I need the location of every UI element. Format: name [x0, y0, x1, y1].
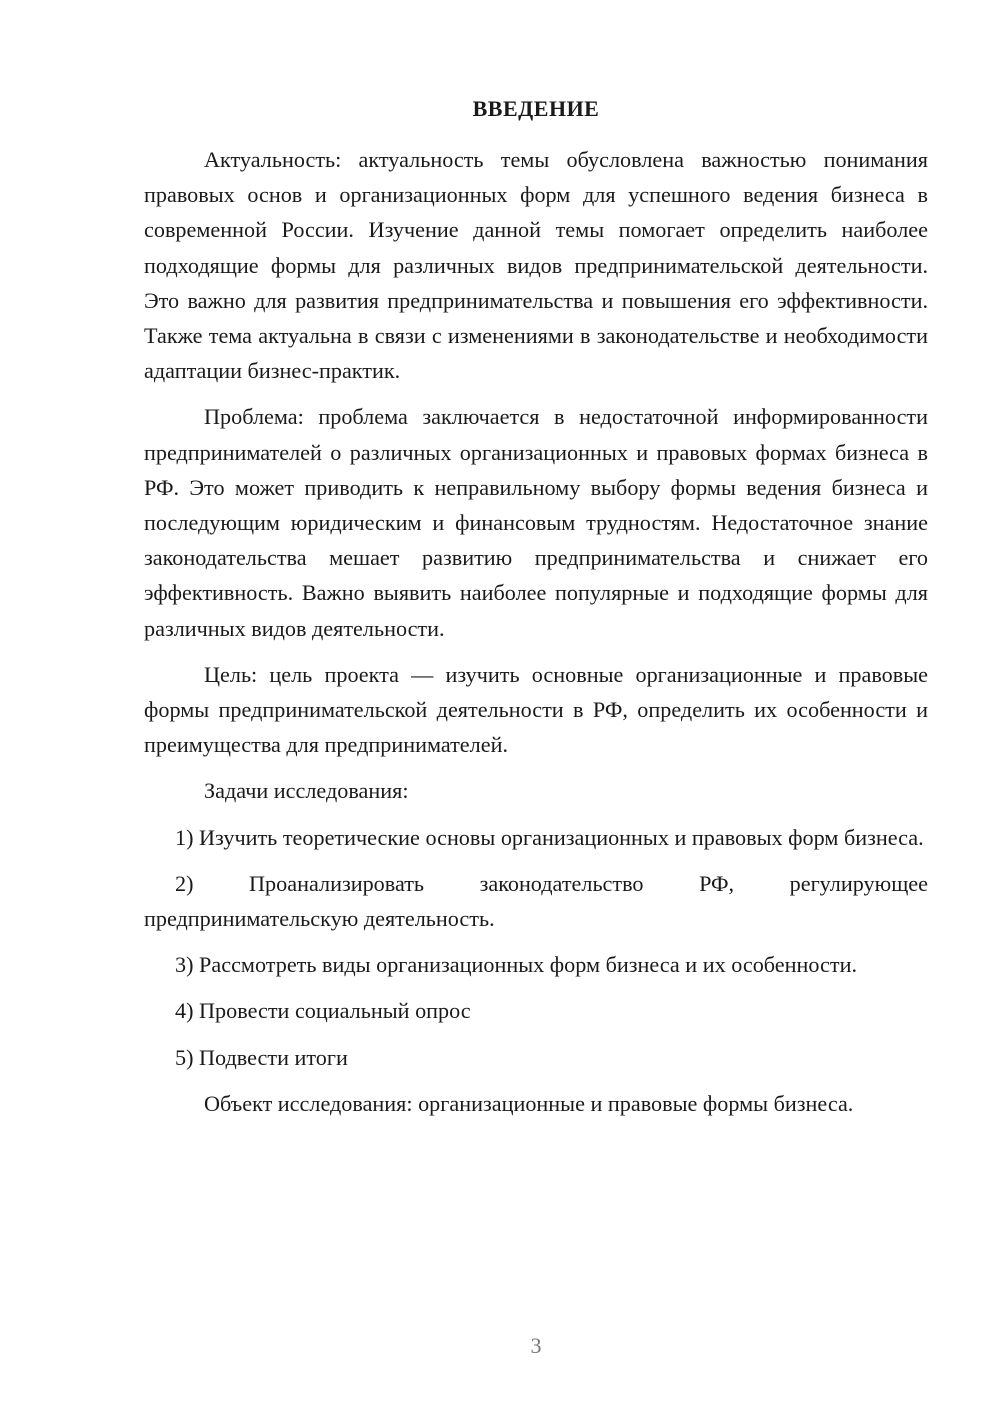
- task-item-5: 5) Подвести итоги: [175, 1044, 348, 1070]
- task-item-1: 1) Изучить теоретические основы организационных и правовых форм бизнеса.: [175, 824, 924, 850]
- relevance-paragraph: Актуальность: актуальность темы обусловлена важностью понимания правовых основ и организационных форм для успешного ведения бизнеса в современной России. Изучение данной темы помогает определить наиболее подходящие формы для различных видов предпринимательской деятельности. Это важно для развития предпринимательства и повышения его эффективности. Также тема актуальна в связи с изменениями в законодательстве и необходимости адаптации бизнес-практик.: [144, 147, 928, 384]
- page-number: 3: [530, 1333, 542, 1358]
- tasks-heading: Задачи исследования:: [204, 778, 409, 804]
- task-item-2: 2) Проанализировать законодательство РФ, регулирующее предпринимательскую деятельность.: [144, 870, 928, 932]
- task-item-4: 4) Провести социальный опрос: [175, 998, 471, 1024]
- object-paragraph: Объект исследования: организационные и правовые формы бизнеса.: [204, 1090, 854, 1116]
- task-item-3: 3) Рассмотреть виды организационных форм бизнеса и их особенности.: [175, 952, 858, 978]
- page-title: ВВЕДЕНИЕ: [472, 96, 600, 121]
- document-body: [144, 142, 928, 1121]
- problem-paragraph: Проблема: проблема заключается в недостаточной информированности предпринимателей о различных организационных и правовых формах бизнеса в РФ. Это может приводить к неправильному выбору формы ведения бизнеса и последующим юридическим и финансовым трудностям. Недостаточное знание законодательства мешает развитию предпринимательства и снижает его эффективность. Важно выявить наиболее популярные и подходящие формы для различных видов деятельности.: [144, 404, 928, 641]
- goal-paragraph: Цель: цель проекта — изучить основные организационные и правовые формы предпринимательской деятельности в РФ, определить их особенности и преимущества для предпринимателей.: [144, 661, 928, 758]
